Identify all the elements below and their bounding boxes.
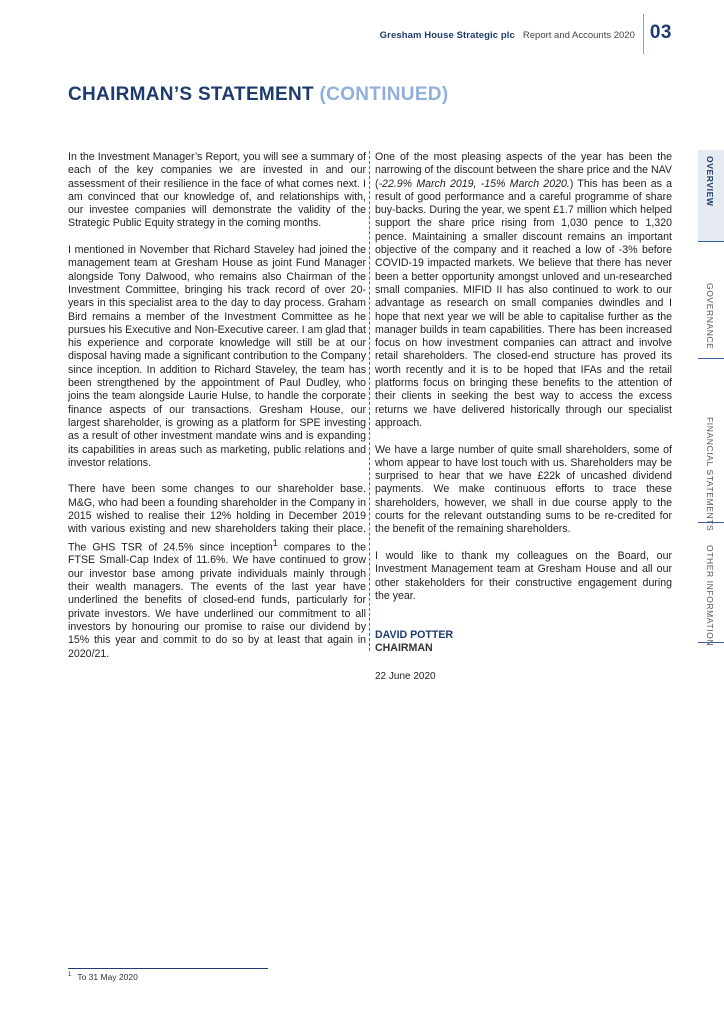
nav-tab-governance[interactable] bbox=[698, 277, 724, 359]
report-title: Report and Accounts 2020 bbox=[522, 30, 635, 41]
nav-tab-overview-label: OVERVIEW bbox=[705, 156, 715, 207]
company-name: Gresham House Strategic plc bbox=[379, 30, 515, 41]
nav-tab-governance-label: GOVERNANCE bbox=[705, 283, 715, 350]
footnote-text: To 31 May 2020 bbox=[77, 972, 138, 982]
right-paragraph-1-italic: -22.9% March 2019, -15% March 2020. bbox=[378, 177, 570, 190]
title-continued: (CONTINUED) bbox=[319, 84, 449, 105]
statement-date: 22 June 2020 bbox=[375, 670, 436, 682]
column-separator bbox=[369, 151, 370, 651]
signatory-role: CHAIRMAN bbox=[375, 642, 433, 655]
page-title bbox=[68, 84, 448, 106]
left-paragraph-3 bbox=[68, 483, 366, 660]
signatory-name: DAVID POTTER bbox=[375, 629, 454, 642]
footnote-reference: 1 bbox=[272, 537, 278, 548]
page-header bbox=[380, 14, 672, 54]
nav-tab-overview[interactable] bbox=[698, 150, 724, 242]
left-paragraph-2: I mentioned in November that Richard Staveley had joined the management team at Gresham House as joint Fund Manager alongside Tony Dalwood, who remains also Chairman of the Investment Committee, bringing his track record of over 20-years in this specialist area to the day to day process. Graham Bird remains a member of the Investment Committee as he pursues his Executive and Non-Executive career. I am glad that his experience and corporate knowledge will still be at our disposal having made a significant contribution to the Company since inception. In addition to Richard Staveley, the team has been strengthened by the appointment of Paul Dudley, who joins the team alongside Laurie Hulse, to handle the corporate finance aspects of our transactions. Gresham House, our largest shareholder, is growing as a platform for SPE investing as a result of other investment mandate wins and is expanding its capabilities in areas such as marketing, public relations and investor relations. bbox=[68, 244, 366, 469]
title-main: CHAIRMAN’S STATEMENT bbox=[68, 84, 314, 105]
nav-tab-financial-statements[interactable] bbox=[698, 411, 724, 532]
header-divider bbox=[643, 14, 644, 54]
footnote bbox=[68, 972, 138, 982]
footnote-rule bbox=[68, 968, 268, 969]
left-paragraph-3-text-a: There have been some changes to our shareholder base. M&G, who had been a founding shareholder in the Company in 2015 wished to realise their 12% holding in December 2019 with various existing and new shareholders taking their place. The GHS TSR of 24.5% since inception bbox=[68, 483, 366, 554]
left-paragraph-1: In the Investment Manager’s Report, you will see a summary of each of the key companies we are invested in and our assessment of their resilience in the face of what comes next. I am convinced that our knowledge of, and relationships with, our investee companies will demonstrate the validity of the Strategic Public Equity strategy in the coming months. bbox=[68, 151, 366, 230]
right-column bbox=[375, 151, 672, 683]
right-paragraph-3: I would like to thank my colleagues on the Board, our Investment Management team at Gresham House and all our other stakeholders for their constructive engagement during the year. bbox=[375, 549, 672, 602]
nav-tab-financial-statements-label: FINANCIAL STATEMENTS bbox=[705, 417, 715, 532]
left-paragraph-3-text-b: compares to the FTSE Small-Cap Index of 11.6%. We have continued to grow our investor base among private individuals mainly through their wealth managers. The events of the last year have underlined the benefits of closed-end funds, particularly for private investors. We have underlined our commitment to all investors by honouring our promise to raise our dividend by 15% this year and commit to do so by at least that again in 2020/21. bbox=[68, 541, 366, 660]
page-number: 03 bbox=[649, 22, 672, 43]
right-paragraph-1-text-a: One of the most pleasing aspects of the year has been the narrowing of the discount between the share price and the NAV ( bbox=[375, 151, 672, 190]
right-paragraph-1-text-b: ) This has been as a result of good performance and a careful programme of share buy-backs. During the year, we spent £1.7 million which helped support the share price rising from 1,030 pence to 1,320 pence. Maintaining a smaller discount remains an important objective of the company and it reached a low of -3% before COVID-19 impacted markets. We believe that there has never been a better opportunity amongst unloved and un-researched small companies. MIFID II has also continued to work to our advantage as research on small companies dwindles and I hope that next year we will be able to capitalise further as the manager builds in team capabilities. There has been increased focus on how investment companies can attract and involve retail shareholders. The closed-end structure has proved its worth recently and it is to be hoped that IFAs and the retail platforms focus on bringing these benefits to the attention of their clients in seeking the best way to access the excess returns we have delivered historically through our specialist approach. bbox=[375, 177, 673, 429]
left-column bbox=[68, 151, 366, 674]
footnote-marker: 1 bbox=[68, 972, 72, 979]
nav-tab-other-information[interactable] bbox=[698, 539, 724, 647]
right-paragraph-1 bbox=[375, 151, 672, 430]
nav-tab-other-information-label: OTHER INFORMATION bbox=[705, 545, 715, 647]
right-paragraph-2: We have a large number of quite small shareholders, some of whom appear to have lost touch with us. Shareholders may be surprised to hear that we have £22k of uncashed dividend payments. We make continuous efforts to trace these shareholders, however, we shall in due course apply to the courts for the relevant outstanding sums to be re-credited for the benefit of the remaining shareholders. bbox=[375, 443, 672, 536]
